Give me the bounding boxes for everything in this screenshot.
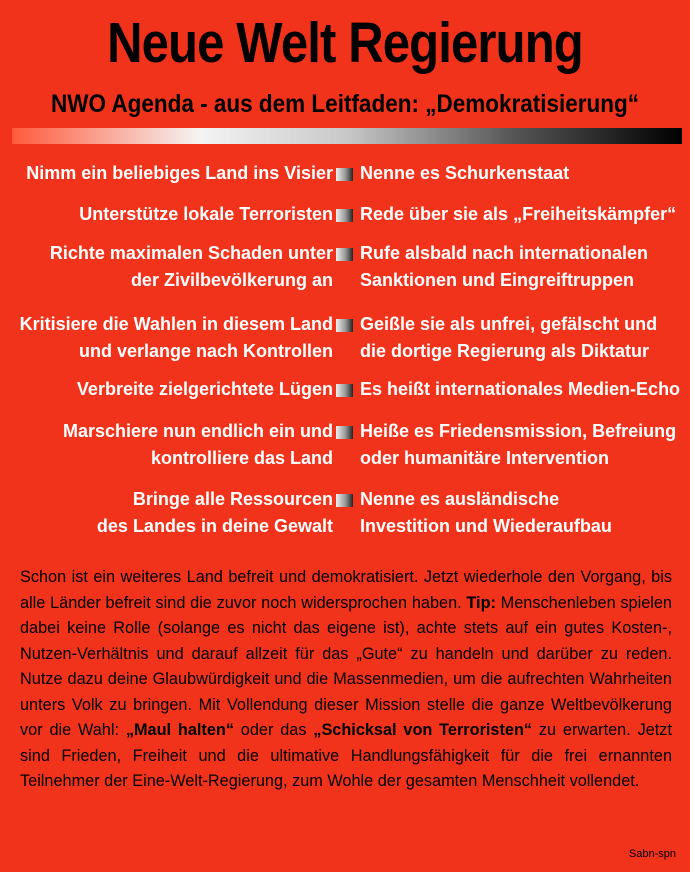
step-action-line: und verlange nach Kontrollen xyxy=(78,341,333,361)
step-label-line: Rufe alsbald nach internationalen xyxy=(360,243,649,263)
step-label xyxy=(360,486,690,540)
step-label xyxy=(360,418,690,472)
step-label-line: Investition und Wiederaufbau xyxy=(360,516,612,536)
step-action xyxy=(3,418,333,472)
bullet-icon xyxy=(336,209,353,222)
step-action-line: Richte maximalen Schaden unter xyxy=(49,243,333,263)
page-title: Neue Welt Regierung xyxy=(107,11,583,75)
step-action xyxy=(3,311,333,365)
step-label xyxy=(360,376,690,403)
step-action-line: der Zivilbevölkerung an xyxy=(130,270,333,290)
step-action xyxy=(3,486,333,540)
step-label-line: oder humanitäre Intervention xyxy=(360,448,610,468)
step-action-line: Marschiere nun endlich ein und xyxy=(62,421,333,441)
step-action-line: Unterstütze lokale Terroristen xyxy=(79,204,333,224)
step-label-line: Es heißt internationales Medien-Echo xyxy=(360,379,681,399)
step-label-line: Nenne es ausländische xyxy=(360,489,560,509)
bullet-icon xyxy=(336,494,353,507)
step-action-line: des Landes in deine Gewalt xyxy=(96,516,333,536)
step-label-line: Sanktionen und Eingreiftruppen xyxy=(360,270,634,290)
step-label-line: die dortige Regierung als Diktatur xyxy=(360,341,650,361)
choice-schicksal: „Schicksal von Terroristen“ xyxy=(313,721,533,739)
step-label xyxy=(360,311,690,365)
body-text-part: Menschenleben spielen dabei keine Rolle (solange es nicht das eigene ist), achte stets auf ein gutes Kosten-, Nutzen-Verhältnis und darauf allzeit für das „Gute“ zu handeln und darüber zu reden. Nutze dazu deine Glaubwürdigkeit und die Massenmedien, um die aufrechten Wahrheiten unters Volk zu bringen. Mit Vollendung dieser Mission stelle die ganze Weltbevölkerung vor die Wahl: xyxy=(20,593,672,739)
bullet-icon xyxy=(336,426,353,439)
body-text-part: oder das xyxy=(233,721,314,739)
bullet-icon xyxy=(336,168,353,181)
choice-maul-halten: „Maul halten“ xyxy=(125,721,234,739)
step-label-line: Rede über sie als „Freiheitskämpfer“ xyxy=(360,204,677,224)
body-paragraph xyxy=(20,565,672,795)
step-action-line: kontrolliere das Land xyxy=(150,448,333,468)
step-action-line: Kritisiere die Wahlen in diesem Land xyxy=(19,314,333,334)
step-label-line: Geißle sie als unfrei, gefälscht und xyxy=(360,314,658,334)
step-label-line: Heiße es Friedensmission, Befreiung xyxy=(360,421,677,441)
page-subtitle: NWO Agenda - aus dem Leitfaden: „Demokratisierung“ xyxy=(50,90,640,118)
body-text-part: Schon ist ein weiteres Land befreit und demokratisiert. Jetzt wiederhole den Vorgang, bis alle Länder befreit sind die zuvor noch widersprochen haben. xyxy=(20,568,672,612)
gradient-divider xyxy=(12,128,682,144)
bullet-icon xyxy=(336,319,353,332)
bullet-icon xyxy=(336,248,353,261)
step-action-line: Verbreite zielgerichtete Lügen xyxy=(76,379,333,399)
step-label xyxy=(360,240,690,294)
step-action xyxy=(3,240,333,294)
author-signature: Sabn-spn xyxy=(628,848,676,860)
bullet-icon xyxy=(336,384,353,397)
tip-label: Tip: xyxy=(466,593,496,612)
step-action xyxy=(3,201,333,228)
step-label-line: Nenne es Schurkenstaat xyxy=(360,163,570,183)
step-label xyxy=(360,160,690,187)
step-action xyxy=(3,160,333,187)
step-label xyxy=(360,201,690,228)
body-text-part: zu erwarten. Jetzt sind Frieden, Freiheit und die ultimative Handlungsfähigkeit für die frei ernannten Teilnehmer der Eine-Welt-Regierung, zum Wohle der gesamten Menschheit vollendet. xyxy=(20,721,672,790)
step-action-line: Nimm ein beliebiges Land ins Visier xyxy=(26,163,333,183)
step-action xyxy=(3,376,333,403)
step-action-line: Bringe alle Ressourcen xyxy=(132,489,333,509)
